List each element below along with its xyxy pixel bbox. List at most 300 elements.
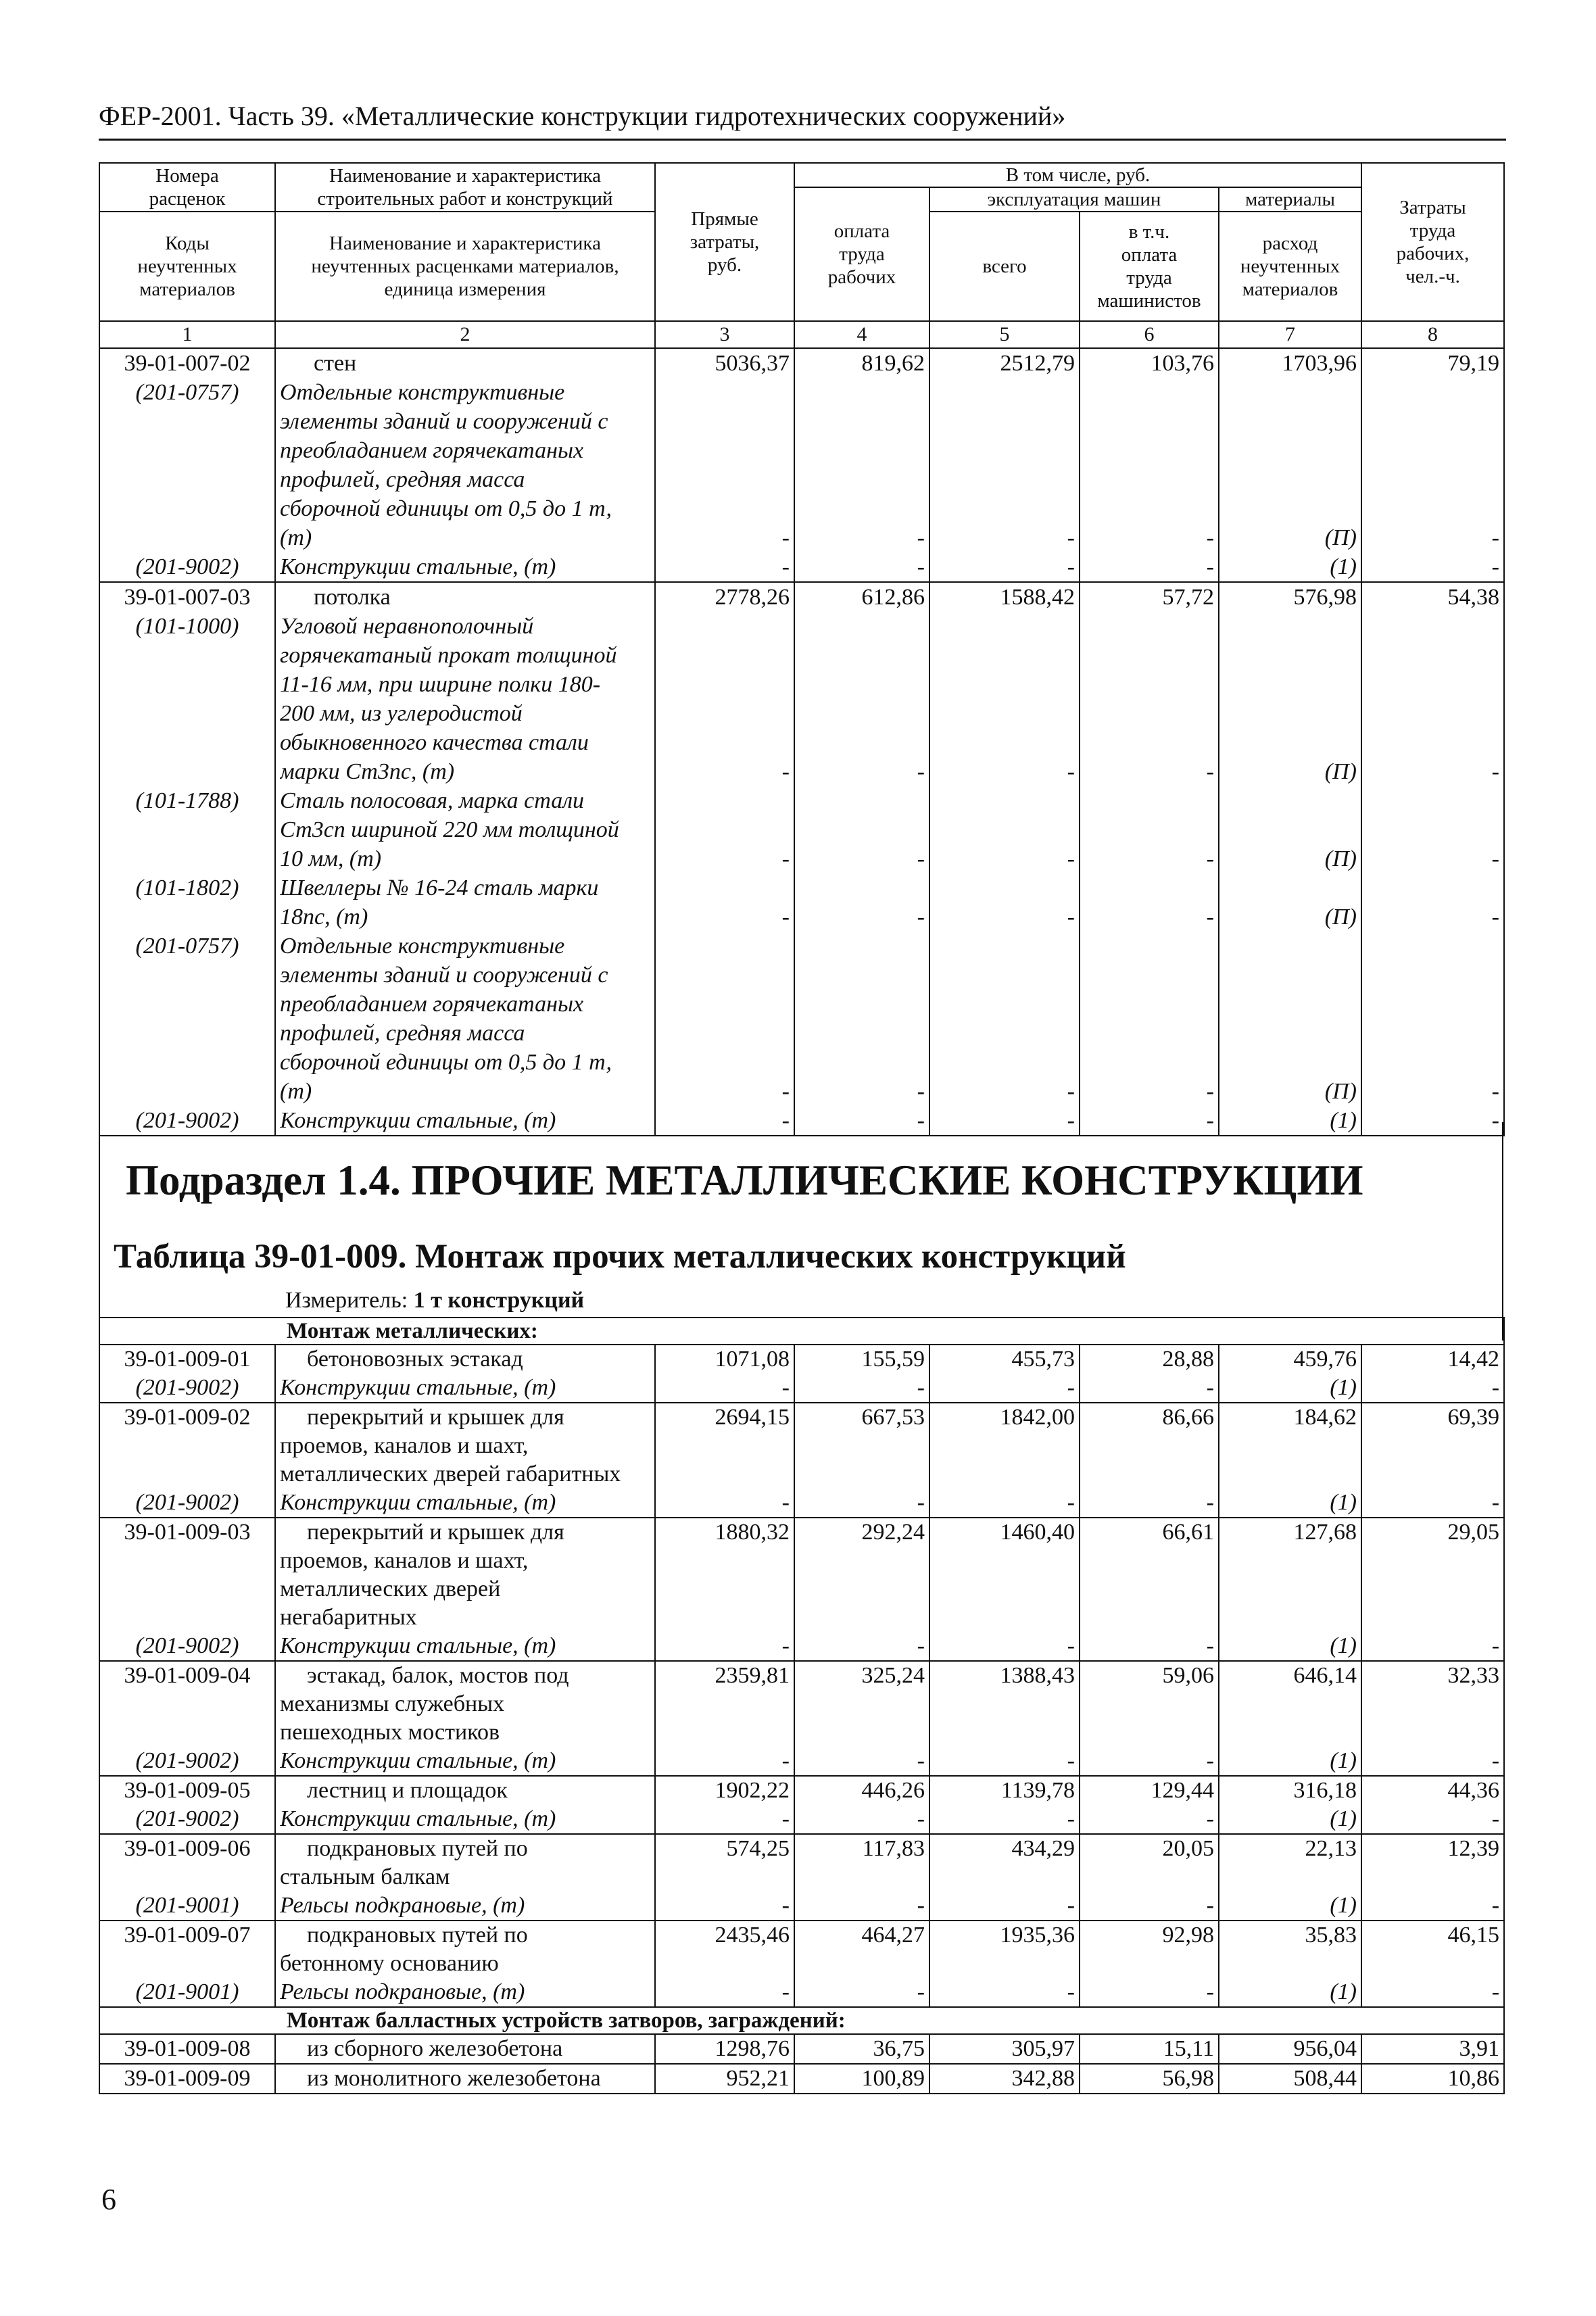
spacer: [1084, 1718, 1214, 1747]
spacer: [104, 436, 270, 465]
rate-value: 57,72: [1162, 585, 1214, 610]
rate-name: перекрытий и крышек для: [307, 1405, 564, 1430]
dash: -: [1206, 1490, 1214, 1515]
spacer: [1084, 699, 1214, 728]
spacer: [799, 436, 925, 465]
rate-name-cell: [275, 1403, 655, 1518]
spacer: [799, 699, 925, 728]
spacer: [660, 1432, 790, 1460]
spacer: [104, 1460, 270, 1489]
header-labor-costs: [1361, 163, 1504, 321]
header-direct-costs: [655, 163, 794, 321]
dash: -: [1491, 759, 1499, 784]
value-cell: [655, 1661, 794, 1776]
rate-value: 952,21: [726, 2066, 790, 2091]
material-name: Швеллеры № 16-24 сталь марки: [280, 875, 599, 900]
value-cell: [655, 1834, 794, 1921]
dash: -: [781, 1108, 790, 1133]
spacer: [1224, 378, 1357, 407]
value-cell: [794, 2034, 929, 2064]
dash: -: [1491, 1079, 1499, 1104]
value-cell: [655, 1776, 794, 1834]
rate-value: 576,98: [1293, 585, 1357, 610]
spacer: [1224, 873, 1357, 902]
rate-value: 56,98: [1162, 2066, 1214, 2091]
spacer: [104, 699, 270, 728]
spacer: [1366, 1460, 1499, 1489]
rate-row: [99, 1518, 1504, 1661]
spacer: [104, 465, 270, 494]
rate-value: 54,38: [1447, 585, 1499, 610]
spacer: [1224, 641, 1357, 670]
spacer: [934, 1547, 1075, 1575]
spacer: [799, 494, 925, 523]
value-cell: [929, 1518, 1080, 1661]
material-name: Конструкции стальные, (т): [280, 1806, 556, 1831]
spacer: [1224, 494, 1357, 523]
spacer: [660, 465, 790, 494]
material-name: Ст3сп шириной 220 мм толщиной: [280, 817, 619, 842]
spacer: [934, 1718, 1075, 1747]
spacer: [1224, 407, 1357, 436]
header-line: неучтенных: [1240, 256, 1340, 277]
spacer: [1366, 1432, 1499, 1460]
spacer: [104, 728, 270, 757]
group-header-row: [99, 2007, 1504, 2034]
spacer: [799, 1575, 925, 1603]
rate-code: 39-01-009-08: [124, 2036, 251, 2061]
dash: -: [1491, 1893, 1500, 1918]
header-line: затраты,: [690, 231, 760, 253]
header-line: строительных работ и конструкций: [317, 188, 613, 210]
dash: -: [1491, 1979, 1500, 2004]
dash: -: [1067, 554, 1075, 579]
rate-value: 59,06: [1162, 1663, 1214, 1688]
spacer: [934, 1019, 1075, 1048]
spacer: [1366, 494, 1499, 523]
material-code: (201-9002): [135, 1633, 239, 1658]
rate-value: 1298,76: [715, 2036, 790, 2061]
dash: -: [781, 554, 790, 579]
spacer: [934, 1575, 1075, 1603]
spacer: [1224, 1950, 1357, 1978]
rate-value: 464,27: [861, 1923, 925, 1948]
spacer: [799, 815, 925, 844]
dash: -: [1206, 1633, 1214, 1658]
dash: -: [1067, 1806, 1075, 1831]
dash: -: [781, 1490, 790, 1515]
material-quantity: (П): [1324, 904, 1357, 930]
dash: -: [781, 1748, 790, 1773]
spacer: [934, 494, 1075, 523]
rate-name: из монолитного железобетона: [307, 2066, 601, 2091]
rate-name: пешеходных мостиков: [280, 1720, 500, 1745]
spacer: [1084, 786, 1214, 815]
rate-value: 292,24: [861, 1520, 925, 1545]
dash: -: [1206, 846, 1214, 871]
rate-value: 2694,15: [715, 1405, 790, 1430]
value-cell: [655, 348, 794, 582]
rate-value: 455,73: [1011, 1347, 1075, 1372]
spacer: [1224, 1048, 1357, 1077]
dash: -: [917, 1979, 925, 2004]
rate-value: 342,88: [1011, 2066, 1075, 2091]
header-machines-total: всего: [929, 212, 1080, 321]
spacer: [799, 378, 925, 407]
material-code: (201-9001): [135, 1979, 239, 2004]
material-name: профилей, средняя масса: [280, 1021, 525, 1046]
value-cell: [1080, 1518, 1219, 1661]
rate-value: 15,11: [1163, 2036, 1214, 2061]
material-code: (201-9002): [135, 1806, 239, 1831]
spacer: [104, 757, 270, 786]
spacer: [1366, 932, 1499, 961]
value-cell: [929, 1776, 1080, 1834]
rate-value: 2435,46: [715, 1923, 790, 1948]
dash: -: [1206, 1748, 1214, 1773]
spacer: [104, 523, 270, 552]
spacer: [1366, 1547, 1499, 1575]
dash: -: [1491, 1748, 1500, 1773]
value-cell: [1080, 1921, 1219, 2007]
value-cell: [655, 1921, 794, 2007]
rate-value: 10,86: [1447, 2066, 1500, 2091]
material-name: Рельсы подкрановые, (т): [280, 1979, 525, 2004]
spacer: [104, 1950, 270, 1978]
rate-value: 316,18: [1293, 1778, 1357, 1803]
spacer: [1366, 670, 1499, 699]
rate-value: 155,59: [861, 1347, 925, 1372]
value-cell: [1219, 1776, 1361, 1834]
column-number: 1: [99, 321, 275, 348]
dash: -: [1067, 846, 1075, 871]
spacer: [799, 1603, 925, 1632]
rate-code: 39-01-007-02: [124, 351, 251, 376]
table-body: [99, 348, 1504, 1136]
rate-name: потолка: [314, 585, 391, 610]
spacer: [660, 728, 790, 757]
value-cell: [794, 1834, 929, 1921]
spacer: [934, 407, 1075, 436]
header-line: Номера: [155, 165, 219, 187]
dash: -: [1491, 846, 1499, 871]
spacer: [660, 699, 790, 728]
rate-code-cell: [99, 1518, 275, 1661]
value-cell: [794, 1403, 929, 1518]
rates-table: [99, 162, 1505, 1136]
value-cell: [1361, 1518, 1504, 1661]
rate-value: 20,05: [1162, 1836, 1214, 1861]
spacer: [104, 961, 270, 990]
material-name: элементы зданий и сооружений с: [280, 409, 608, 434]
rate-name-cell: [275, 2034, 655, 2064]
dash: -: [1491, 525, 1499, 550]
value-cell: [794, 1921, 929, 2007]
column-number: 7: [1219, 321, 1361, 348]
rate-value: 44,36: [1447, 1778, 1500, 1803]
dash: -: [1206, 525, 1214, 550]
rate-value: 1935,36: [1000, 1923, 1075, 1948]
spacer: [1084, 1690, 1214, 1718]
rate-value: 1588,42: [1000, 585, 1075, 610]
header-line: материалов: [1242, 279, 1338, 300]
rate-row: [99, 1345, 1504, 1403]
spacer: [799, 1718, 925, 1747]
value-cell: [1361, 2064, 1504, 2094]
spacer: [660, 494, 790, 523]
rate-code-cell: [99, 1776, 275, 1834]
rate-value: 446,26: [861, 1778, 925, 1803]
dash: -: [917, 1748, 925, 1773]
spacer: [1084, 494, 1214, 523]
spacer: [799, 407, 925, 436]
spacer: [934, 670, 1075, 699]
spacer: [934, 932, 1075, 961]
spacer: [1084, 873, 1214, 902]
dash: -: [917, 1806, 925, 1831]
running-header: ФЕР-2001. Часть 39. «Металлические конструкции гидротехнических сооружений»: [99, 101, 1066, 131]
material-code: (201-9002): [135, 1375, 239, 1400]
spacer: [1366, 1575, 1499, 1603]
spacer: [660, 1460, 790, 1489]
rate-value: 667,53: [861, 1405, 925, 1430]
header-line: труда: [839, 243, 885, 265]
header-work-name: [275, 163, 655, 212]
value-cell: [1219, 1661, 1361, 1776]
spacer: [1366, 961, 1499, 990]
spacer: [1366, 786, 1499, 815]
rate-row: [99, 1776, 1504, 1834]
dash: -: [1206, 1893, 1214, 1918]
spacer: [1084, 1432, 1214, 1460]
rate-value: 325,24: [861, 1663, 925, 1688]
rate-name: металлических дверей габаритных: [280, 1462, 621, 1487]
rate-name-cell: [275, 1661, 655, 1776]
dash: -: [1206, 1375, 1214, 1400]
spacer: [934, 1863, 1075, 1891]
dash: -: [917, 554, 925, 579]
spacer: [104, 1863, 270, 1891]
material-name: преобладанием горячекатаных: [280, 992, 584, 1017]
material-name: Отдельные конструктивные: [280, 380, 565, 405]
value-cell: [1361, 2034, 1504, 2064]
column-number: 3: [655, 321, 794, 348]
spacer: [660, 670, 790, 699]
rate-code: 39-01-009-01: [124, 1347, 251, 1372]
rate-name-cell: [275, 348, 655, 582]
value-cell: [1219, 1834, 1361, 1921]
spacer: [1084, 815, 1214, 844]
value-cell: [794, 348, 929, 582]
spacer: [104, 407, 270, 436]
spacer: [799, 1432, 925, 1460]
spacer: [1366, 1863, 1499, 1891]
dash: -: [781, 846, 790, 871]
dash: -: [781, 525, 790, 550]
material-quantity: (1): [1330, 1490, 1357, 1515]
spacer: [1366, 1603, 1499, 1632]
rate-value: 5036,37: [715, 351, 790, 376]
rate-value: 2778,26: [715, 585, 790, 610]
column-numbers-row: [99, 321, 1504, 348]
dash: -: [917, 1079, 925, 1104]
rate-value: 1071,08: [715, 1347, 790, 1372]
spacer: [1224, 961, 1357, 990]
rate-row: [99, 348, 1504, 582]
dash: -: [1206, 904, 1214, 930]
rate-code-cell: [99, 348, 275, 582]
rate-value: 129,44: [1151, 1778, 1214, 1803]
rate-name-cell: [275, 1921, 655, 2007]
rate-value: 1460,40: [1000, 1520, 1075, 1545]
spacer: [934, 1690, 1075, 1718]
dash: -: [1067, 1490, 1075, 1515]
value-cell: [1080, 582, 1219, 1136]
rate-name: стальным балкам: [280, 1864, 450, 1889]
section-title: Подраздел 1.4. ПРОЧИЕ МЕТАЛЛИЧЕСКИЕ КОНСТРУКЦИИ: [126, 1157, 1363, 1204]
rate-value: 1703,96: [1282, 351, 1357, 376]
dash: -: [781, 1979, 790, 2004]
spacer: [104, 1019, 270, 1048]
material-name: марки Ст3пс, (т): [280, 759, 455, 784]
group-header: Монтаж балластных устройств затворов, заграждений:: [99, 2007, 1504, 2034]
dash: -: [1206, 1108, 1214, 1133]
rate-value: 1388,43: [1000, 1663, 1075, 1688]
header-line: расход: [1262, 233, 1318, 254]
rate-value: 79,19: [1447, 351, 1499, 376]
dash: -: [917, 1633, 925, 1658]
table-39-01-009: [99, 1317, 1505, 2094]
spacer: [1084, 728, 1214, 757]
dash: -: [781, 759, 790, 784]
material-name: (т): [280, 1079, 312, 1104]
spacer: [1084, 407, 1214, 436]
spacer: [1224, 1863, 1357, 1891]
material-name: Конструкции стальные, (т): [280, 554, 556, 579]
material-code: (101-1000): [135, 614, 239, 639]
material-quantity: (1): [1330, 1979, 1357, 2004]
rate-value: 956,04: [1293, 2036, 1357, 2061]
spacer: [934, 1950, 1075, 1978]
spacer: [934, 436, 1075, 465]
rate-value: 86,66: [1162, 1405, 1214, 1430]
header-rate-numbers: [99, 163, 275, 212]
rate-code-cell: [99, 1345, 275, 1403]
spacer: [1084, 436, 1214, 465]
spacer: [1366, 873, 1499, 902]
spacer: [104, 1718, 270, 1747]
value-cell: [1361, 1921, 1504, 2007]
value-cell: [1219, 582, 1361, 1136]
dash: -: [1067, 1079, 1075, 1104]
value-cell: [929, 1403, 1080, 1518]
spacer: [1224, 728, 1357, 757]
material-quantity: (П): [1324, 525, 1357, 550]
rate-name: лестниц и площадок: [307, 1778, 508, 1803]
rate-value: 2512,79: [1000, 351, 1075, 376]
dash: -: [1491, 1490, 1500, 1515]
rate-name: негабаритных: [280, 1605, 417, 1630]
dash: -: [781, 1893, 790, 1918]
rate-value: 117,83: [862, 1836, 925, 1861]
header-line: рабочих,: [1396, 243, 1470, 264]
group-header: Монтаж металлических:: [99, 1318, 1504, 1345]
rate-code-cell: [99, 1834, 275, 1921]
rate-value: 184,62: [1293, 1405, 1357, 1430]
dash: -: [781, 1806, 790, 1831]
spacer: [934, 728, 1075, 757]
spacer: [660, 1863, 790, 1891]
rate-code-cell: [99, 1403, 275, 1518]
rate-name-cell: [275, 1776, 655, 1834]
header-operator-pay: [1080, 212, 1219, 321]
spacer: [799, 612, 925, 641]
spacer: [104, 1048, 270, 1077]
material-name: элементы зданий и сооружений с: [280, 963, 608, 988]
spacer: [660, 815, 790, 844]
table-title: Таблица 39-01-009. Монтаж прочих металлических конструкций: [114, 1238, 1126, 1276]
spacer: [660, 1575, 790, 1603]
spacer: [104, 1575, 270, 1603]
material-quantity: (1): [1330, 554, 1357, 579]
spacer: [1366, 1019, 1499, 1048]
spacer: [799, 990, 925, 1019]
material-code: (201-9002): [135, 554, 239, 579]
dash: -: [1491, 1633, 1500, 1658]
spacer: [1224, 436, 1357, 465]
dash: -: [917, 1375, 925, 1400]
spacer: [1224, 1019, 1357, 1048]
rate-name: подкрановых путей по: [307, 1836, 528, 1861]
spacer: [1366, 1718, 1499, 1747]
value-cell: [1080, 1403, 1219, 1518]
spacer: [1366, 612, 1499, 641]
spacer: [660, 407, 790, 436]
material-code: (201-9002): [135, 1108, 239, 1133]
value-cell: [1361, 1776, 1504, 1834]
spacer: [799, 641, 925, 670]
spacer: [934, 699, 1075, 728]
dash: -: [781, 1079, 790, 1104]
spacer: [1366, 815, 1499, 844]
rate-value: 32,33: [1447, 1663, 1500, 1688]
material-code: (201-0757): [135, 380, 239, 405]
spacer: [1084, 990, 1214, 1019]
spacer: [934, 465, 1075, 494]
spacer: [104, 1432, 270, 1460]
header-line: машинистов: [1097, 290, 1201, 312]
spacer: [1366, 990, 1499, 1019]
material-quantity: (П): [1324, 846, 1357, 871]
rate-value: 28,88: [1162, 1347, 1214, 1372]
value-cell: [1361, 1661, 1504, 1776]
material-name: (т): [280, 525, 312, 550]
rate-name-cell: [275, 1834, 655, 1921]
header-labor-pay: [794, 187, 929, 321]
spacer: [799, 1460, 925, 1489]
spacer: [660, 612, 790, 641]
spacer: [660, 1718, 790, 1747]
rate-value: 100,89: [861, 2066, 925, 2091]
material-name: профилей, средняя масса: [280, 467, 525, 492]
header-machines: эксплуатация машин: [929, 187, 1219, 212]
spacer: [1084, 641, 1214, 670]
dash: -: [781, 904, 790, 930]
spacer: [104, 1690, 270, 1718]
rate-name: проемов, каналов и шахт,: [280, 1548, 529, 1573]
column-number: 6: [1080, 321, 1219, 348]
spacer: [1084, 378, 1214, 407]
